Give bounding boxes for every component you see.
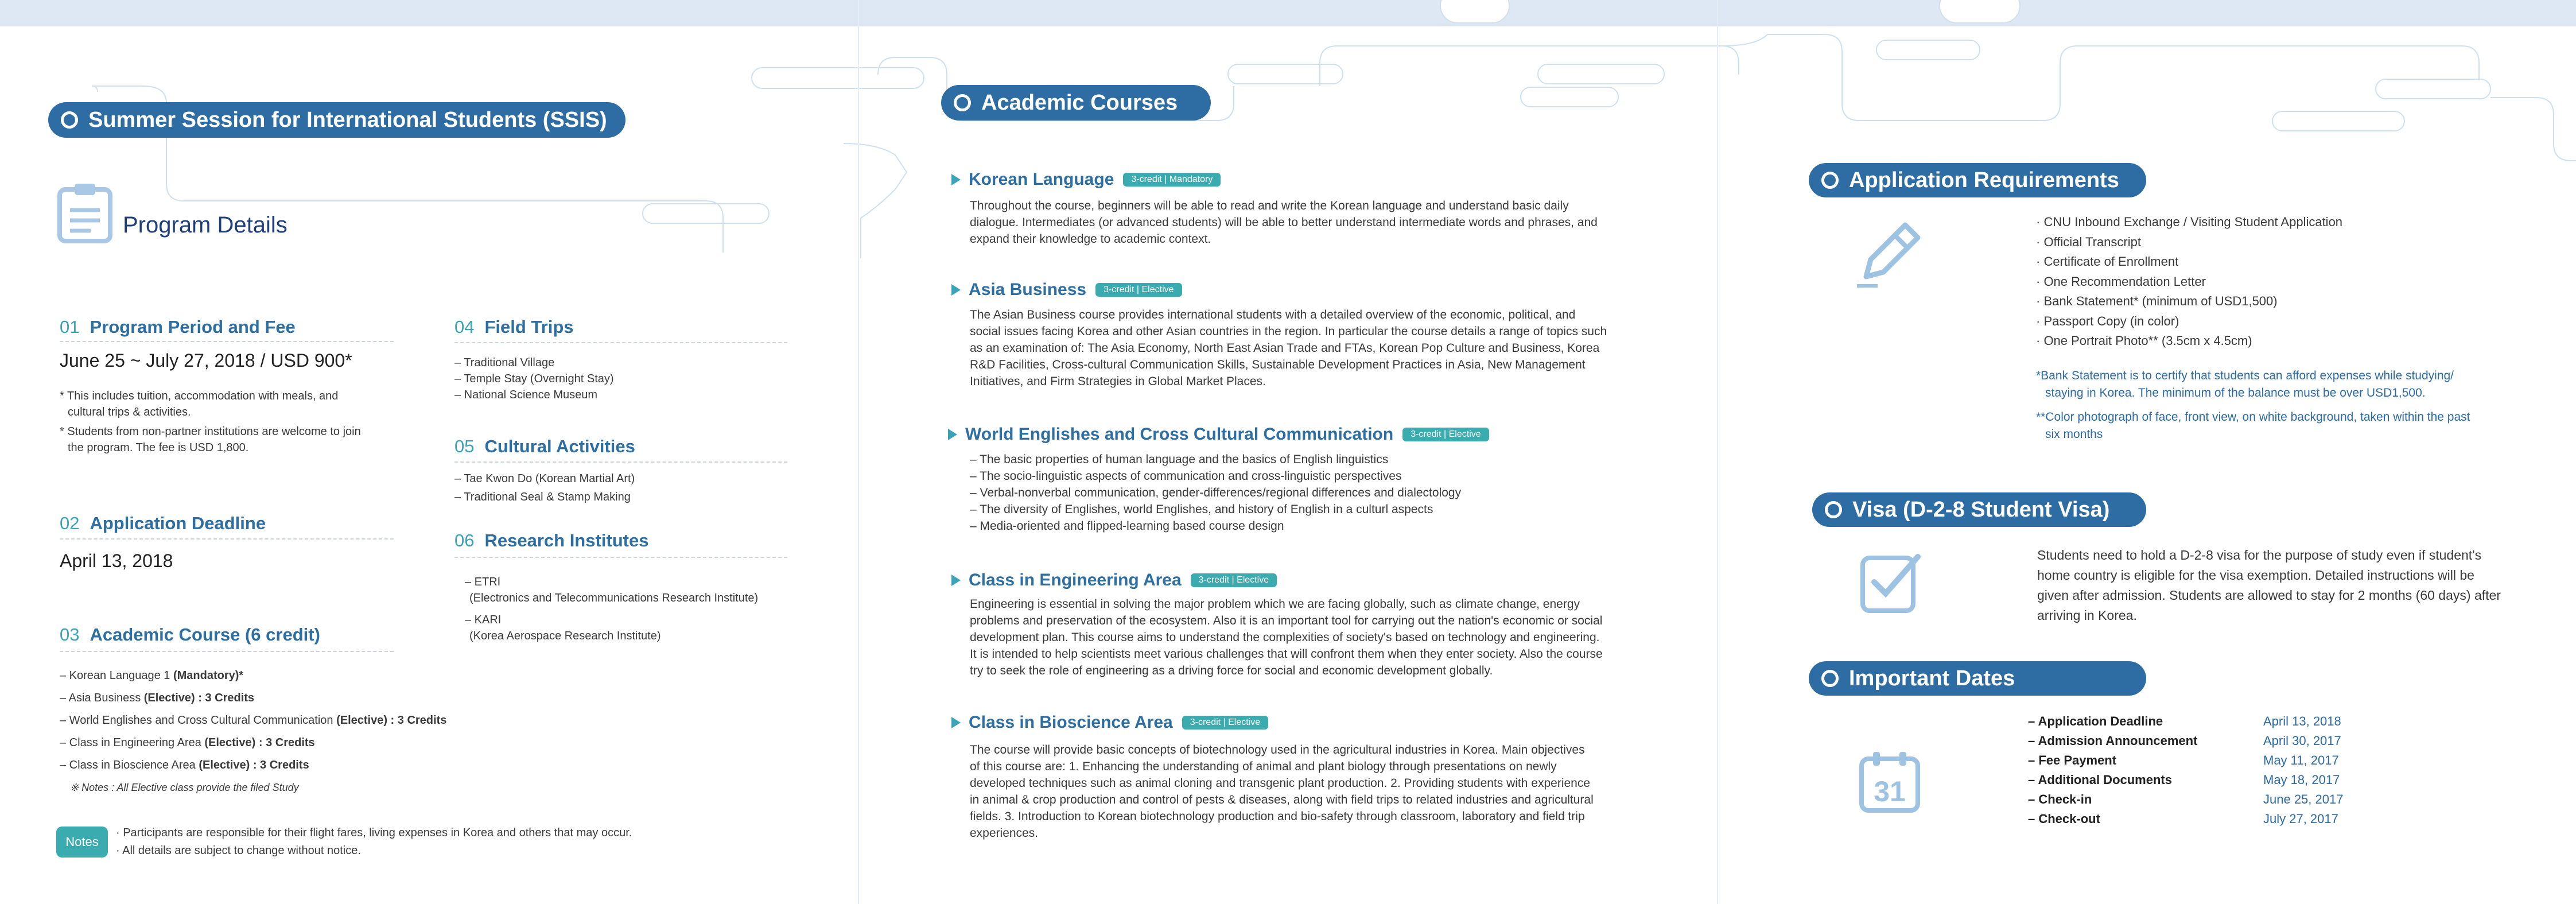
ssis-banner (48, 102, 625, 138)
fold-line-1 (858, 0, 859, 904)
banner-circle-icon (1821, 670, 1839, 687)
credit-badge: 3-credit | Elective (1182, 716, 1268, 730)
research-institutes-list: – ETRI (Electronics and Telecommunications Research Institute) – KARI (Korea Aerospace Research Institute) (465, 574, 758, 644)
date-value: April 30, 2017 (2263, 734, 2341, 748)
section-06-heading: 06 Research Institutes (454, 530, 649, 550)
top-band (0, 0, 2576, 26)
course-engineering-title: Class in Engineering Area 3-credit | Elective (951, 571, 1277, 590)
arrow-icon (951, 174, 961, 185)
list-item: – Traditional Seal & Stamp Making (454, 491, 631, 503)
section-03-heading: 03 Academic Course (6 credit) (60, 624, 320, 645)
course-engineering-desc: Engineering is essential in solving the major problem which we are facing globally, such as climate change, energy problems and preservation of the ecosystem. Also it is an important tool for carrying out the nation's economic or social development plan. This course aims to understand the complexities of society's based on technology and engineering. It is intended to help scientists meet various challenges that will confront them when they enter society. Also the course try to seek the role of engineering as a driving force for social and economic development globally. (970, 598, 1603, 677)
list-item: – Traditional Village (454, 356, 555, 369)
list-item: · CNU Inbound Exchange / Visiting Student Application (2036, 215, 2343, 229)
elective-note: ※ Notes : All Elective class provide the filed Study (70, 782, 299, 793)
course-world-englishes-desc: – The basic properties of human language and the basics of English linguistics – The socio-linguistic aspects of communication and cross-linguistic perspectives – Verbal-nonverbal communication, gender-differences/regional differences and dialectology – The diversity of Englishes, world Englishes, and history of English in a culturl aspects – Media-oriented and flipped-learning based course design (970, 453, 1462, 533)
arrow-icon (951, 284, 961, 296)
arrow-icon (948, 429, 957, 440)
application-requirements-list (2036, 212, 2342, 351)
program-details-title: Program Details (123, 212, 287, 238)
date-value: May 11, 2017 (2263, 753, 2339, 767)
course-asia-business-desc: The Asian Business course provides international students with a detailed overview of the economic, political, and social issues facing Korea and other Asian countries in the region. In particular the course details a range of topics such as an examination of: The Asia Economy, North East Asian Trade and FTAs, Korean Pop Culture and Business, Korea R&D Facilities, Cross-cultural Communication Skills, Sustainable Development Practices in Asia, New Management Initiatives, and Firm Strategies in Global Market Places. (970, 308, 1607, 388)
checkbox-icon (1859, 552, 1921, 614)
list-item: – Class in Bioscience Area (Elective) : 3 Credits (60, 759, 309, 771)
fee-notes: * This includes tuition, accommodation with meals, and cultural trips & activities. * Students from non-partner institutions are welcome to join the program. The fee is USD 1,800. (60, 390, 361, 454)
academic-courses-banner: Academic Courses (941, 85, 1211, 121)
field-trips-list (454, 355, 614, 403)
calendar-number: 31 (1874, 775, 1906, 808)
important-dates-labels (2028, 712, 2197, 829)
clipboard-icon (57, 183, 112, 243)
course-world-englishes-title: World Englishes and Cross Cultural Communication 3-credit | Elective (948, 425, 1489, 444)
section-01-heading: 01 Program Period and Fee (60, 317, 296, 337)
date-value: July 27, 2017 (2263, 812, 2338, 826)
arrow-icon (951, 575, 961, 586)
section-06-divider (454, 557, 787, 558)
application-notes: *Bank Statement is to certify that students can afford expenses while studying/ staying in Korea. The minimum of the balance must be over USD1,500. **Color photograph of face, front view, on white background, taken within the past six months (2036, 369, 2470, 441)
credit-badge: 3-credit | Elective (1402, 428, 1489, 441)
credit-badge: 3-credit | Mandatory (1123, 173, 1221, 187)
arrow-icon (951, 717, 961, 728)
section-05-heading: 05 Cultural Activities (454, 436, 635, 456)
list-item: – National Science Museum (454, 389, 598, 401)
list-item: – Tae Kwon Do (Korean Martial Art) (454, 472, 635, 485)
banner-circle-icon (1825, 501, 1842, 518)
date-value: June 25, 2017 (2263, 792, 2344, 806)
section-04-heading: 04 Field Trips (454, 317, 574, 337)
cultural-activities-list (454, 470, 635, 506)
list-item: – Asia Business (Elective) : 3 Credits (60, 692, 255, 704)
date-value: April 13, 2018 (2263, 714, 2341, 728)
list-item: · Bank Statement* (minimum of USD1,500) (2036, 294, 2278, 308)
course-korean-language-desc: Throughout the course, beginners will be able to read and write the Korean language and understand basic daily dialogue. Intermediates (or advanced students) will be able to better understand intermediate words and phrases, and expand their knowledge to academic context. (970, 199, 1598, 246)
calendar-icon (1858, 751, 1921, 814)
section-02-divider (60, 538, 394, 540)
notes-badge: Notes (56, 827, 108, 858)
course-bioscience-desc: The course will provide basic concepts of biotechnology used in the agricultural industries in Korea. Main objectives of this course are: 1. Enhancing the understanding of animal and plant biology through presentations on newly developed techniques such as animal cloning and transgenic plant production. 2. Providing students with experience in animal & crop production and control of pests & diseases, along with field trips to related industries and agricultural fields. 3. Introduction to Korean biotechnology production and bio-safety through classroom, laboratory and field trip experiences. (970, 743, 1594, 840)
date-label: – Additional Documents (2028, 773, 2172, 787)
section-02-heading: 02 Application Deadline (60, 513, 266, 533)
list-item: · One Portrait Photo** (3.5cm x 4.5cm) (2036, 333, 2252, 348)
date-label: – Application Deadline (2028, 714, 2163, 728)
banner-circle-icon (1821, 172, 1839, 189)
credit-badge: 3-credit | Elective (1095, 283, 1182, 297)
list-item: · One Recommendation Letter (2036, 274, 2206, 289)
date-label: – Admission Announcement (2028, 734, 2198, 748)
date-label: – Check-out (2028, 812, 2100, 826)
list-item: – ETRI (465, 576, 501, 588)
list-item: – World Englishes and Cross Cultural Communication (Elective) : 3 Credits (60, 714, 447, 727)
list-item: – Korean Language 1 (Mandatory)* (60, 669, 244, 682)
banner-circle-icon (954, 94, 971, 111)
application-requirements-banner: Application Requirements (1809, 163, 2146, 197)
section-01-divider (60, 341, 394, 342)
list-item: · Passport Copy (in color) (2036, 313, 2179, 328)
section-04-divider (454, 342, 787, 343)
academic-course-list (60, 665, 446, 799)
visa-description: Students need to hold a D-2-8 visa for the purpose of study even if student's home country is eligible for the visa exemption. Detailed instructions will be given after admission. Students are allowed to stay for 2 months (60 days) after arriving in Korea. (2037, 548, 2501, 623)
important-dates-banner: Important Dates (1809, 661, 2146, 696)
program-period-fee: June 25 ~ July 27, 2018 / USD 900* (60, 350, 352, 371)
visa-banner: Visa (D-2-8 Student Visa) (1812, 492, 2146, 527)
important-dates-values (2263, 712, 2343, 829)
date-label: – Check-in (2028, 792, 2092, 806)
fold-line-2 (1717, 0, 1718, 904)
pen-icon (1855, 219, 1924, 288)
course-asia-business-title: Asia Business 3-credit | Elective (951, 280, 1182, 300)
date-value: May 18, 2017 (2263, 773, 2340, 787)
ssis-banner-title: Summer Session for International Students (SSIS) (88, 107, 607, 132)
course-bioscience-title: Class in Bioscience Area 3-credit | Elective (951, 713, 1268, 732)
list-item: – KARI (465, 614, 502, 626)
application-deadline-date: April 13, 2018 (60, 550, 173, 571)
date-label: – Fee Payment (2028, 753, 2117, 767)
course-korean-language-title: Korean Language 3-credit | Mandatory (951, 170, 1221, 189)
list-item: · Official Transcript (2036, 234, 2141, 249)
notes-text: · Participants are responsible for their flight fares, living expenses in Korea and others that may occur. · All details are subject to change without notice. (116, 827, 632, 857)
list-item: – Class in Engineering Area (Elective) : 3 Credits (60, 736, 315, 749)
section-03-divider (60, 651, 394, 652)
list-item: · Certificate of Enrollment (2036, 254, 2179, 269)
list-item: – Temple Stay (Overnight Stay) (454, 373, 614, 385)
banner-circle-icon (61, 111, 78, 129)
credit-badge: 3-credit | Elective (1191, 573, 1277, 587)
section-05-divider (454, 461, 787, 463)
